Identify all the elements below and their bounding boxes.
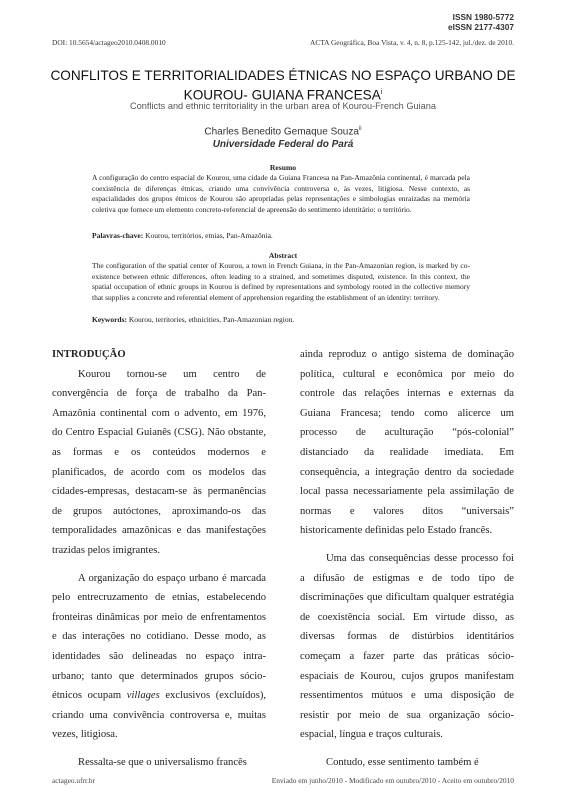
section-title: INTRODUÇÃO xyxy=(52,349,126,360)
paragraph: Contudo, esse sentimento também é xyxy=(326,756,479,768)
resumo-heading: Resumo xyxy=(269,163,297,172)
abstract-text: The configuration of the spatial center of Kourou, a town in French Guiana, in the Pan-Amazonian region, is marked by co-existence between ethnic differences, often leading to a strained, and sometimes disputed, existence. In this context, the spatial occupation of ethnic groups in Kourou is defined by representations and symbology rooted in the collective memory that supplies a concrete and referential element of apprehension regarding the establishment of an identity: territory. xyxy=(92,261,470,302)
doi: DOI: 10.5654/actageo2010.0408.0010 xyxy=(52,38,166,47)
title-line-1: CONFLITOS E TERRITORIALIDADES ÉTNICAS NO ESPAÇO URBANO DE xyxy=(50,68,516,83)
body-column-right xyxy=(300,345,514,772)
resumo-keywords: Palavras-chave: Kourou, territórios, etnias, Pan-Amazônia. xyxy=(92,231,273,240)
author-name: Charles Benedito Gemaque Souza$^{ii}$ xyxy=(204,126,362,138)
issn-block xyxy=(448,12,514,32)
paragraph: ainda reproduz o antigo sistema de dominação política, cultural e econômica por meio do controle das relações internas e externas da Guiana Francesa; tendo como alicerce um processo de aculturação “pós-colonial” distanciado da realidade imediata. Em consequência, a integração dentro da sociedade local passa necessariamente pela assimilação de normas e valores ditos “universais” historicamente definidas pelo Estado francês. xyxy=(300,349,514,537)
paragraph: Uma das consequências desse processo foi a difusão de estigmas e de todo tipo de discriminações que dificultam qualquer estratégia de coexistência social. Em virtude disso, as diversas formas de distúrbios identitários começam a fazer parte das práticas sócio-espaciais de Kourou, cujos grupos manifestam ressentimentos mútuos e uma disposição de resistir por meio de sua organização sócio-espacial, língua e traços culturais. xyxy=(300,552,514,741)
journal-citation: ACTA Geográfica, Boa Vista, v. 4, n. 8, p.125-142, jul./dez. de 2010. xyxy=(309,38,514,47)
title-footnote-mark: i xyxy=(380,88,383,96)
eissn: eISSN 2177-4307 xyxy=(448,22,514,32)
footer-site: actageo.ufrr.br xyxy=(52,776,96,785)
article-subtitle: Conflicts and ethnic territoriality in the urban area of Kourou-French Guiana xyxy=(130,101,436,111)
author-affiliation: Universidade Federal do Pará xyxy=(212,139,354,151)
title-line-2: KOUROU- GUIANA FRANCESA$^i$ xyxy=(183,87,383,103)
issn: ISSN 1980-5772 xyxy=(452,12,514,22)
author-block xyxy=(40,123,526,151)
abstract-heading: Abstract xyxy=(268,251,298,260)
footer-dates: Enviado em junho/2010 - Modificado em outubro/2010 - Aceito em outubro/2010 xyxy=(271,776,514,785)
author-footnote-mark: ii xyxy=(358,126,362,132)
paragraph: Ressalta-se que o universalismo francês xyxy=(78,756,247,768)
abstract-keywords: Keywords: Kourou, territories, ethnicities, Pan-Amazonian region. xyxy=(92,315,295,324)
resumo-text: A configuração do centro espacial de Kourou, uma cidade da Guiana Francesa na Pan-Amazônia continental, é marcada pela coexistência de diferenças étnicas, criando uma convivência controversa e, às vezes, litigiosa. Nesse contexto, as espacialidades dos grupos étnicos de Kourou são apropriadas pelas representações e simbologias enraizadas na memória coletiva que fornece um elemento concreto-referencial de apreensão do sentimento identitário: o território. xyxy=(92,173,470,214)
body-column-left xyxy=(52,345,266,772)
paragraph: Kourou tornou-se um centro de convergência de força de trabalho da Pan-Amazônia continental com o advento, em 1976, do Centro Espacial Guianês (CSG). Não obstante, as formas e os conteúdos modernos e planificados, de acordo com os modelos das cidades-empresas, destacam-se às permanências de grupos autóctones, aproximando-os das temporalidades amazônicas e das manifestações trazidas pelos imigrantes. xyxy=(52,368,266,556)
article-title xyxy=(40,68,526,104)
paragraph: A organização do espaço urbano é marcada pelo entrecruzamento de etnias, estabelecendo fronteiras dinâmicas por meio de enfrentamentos e das interações no cotidiano. Desse modo, as identidades são delineadas no espaço intra-urbano; tanto que determinados grupos sócio-étnicos ocupam villages exclusivos (excluídos), criando uma convivência controversa e, muitas vezes, litigiosa. xyxy=(52,572,266,741)
